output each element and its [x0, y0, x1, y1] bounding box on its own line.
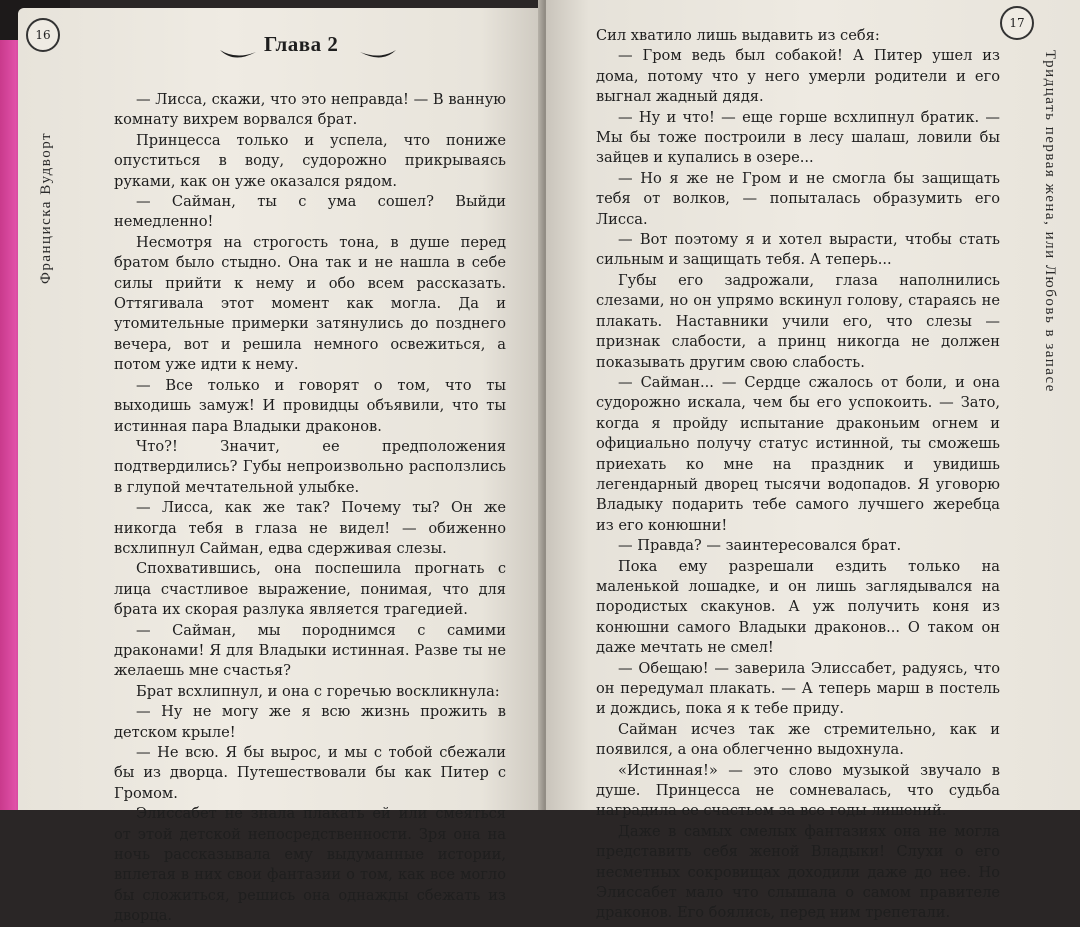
left-page [18, 8, 544, 925]
paragraph: Элиссабет не знала плакать ей или смеяться от этой детской непосредственности. Зря она на ночь рассказывала ему выдуманные истории, вплетая в них свои фантазии о том, как все могло бы сложиться, решись она однажды сбежать из дворца. [114, 805, 506, 925]
right-swoosh-icon [358, 46, 398, 62]
running-head-title: Тридцать первая жена, или Любовь в запасе [1042, 50, 1058, 393]
right-page-body [596, 26, 1000, 924]
paragraph: — Обещаю! — заверила Элиссабет, радуясь, что он передумал плакать. — А теперь марш в постель и дождись, пока я к тебе приду. [596, 659, 1000, 718]
paragraph: — Лисса, как же так? Почему ты? Он же никогда тебя в глаза не видел! — обиженно всхлипнул Сайман, едва сдерживая слезы. [114, 499, 506, 557]
paragraph: Даже в самых смелых фантазиях она не могла представить себя женой Владыки! Слухи о его несметных сокровищах доходили даже до нее. Но Элиссабет мало что слышала о самом правителе драконов. Его боялись, перед ним трепетали. [596, 822, 1000, 922]
paragraph: Принцесса только и успела, что пониже опуститься в воду, судорожно прикрываясь руками, как он уже оказался рядом. [114, 131, 506, 190]
paragraph: — Все только и говорят о том, что ты выходишь замуж! И провидцы объявили, что ты истинная пара Владыки драконов. [114, 376, 506, 435]
paragraph: Сил хватило лишь выдавить из себя: [596, 27, 880, 44]
paragraph: — Ну не могу же я всю жизнь прожить в детском крыле! [114, 703, 506, 741]
left-page-number: 16 [26, 18, 60, 52]
paragraph: — Но я же не Гром и не смогла бы защищать тебя от волков, — попыталась образумить его Лисса. [596, 169, 1000, 228]
paragraph: — Сайман, ты с ума сошел? Выйди немедленно! [114, 193, 506, 231]
right-page [546, 0, 1080, 922]
chapter-title: Глава 2 [264, 32, 339, 56]
paragraph: Несмотря на строгость тона, в душе перед братом было стыдно. Она так и не нашла в себе силы прийти к нему и обо всем рассказать. Оттягивала этот момент как могла. Да и утомительные примерки затянулись до позднего вечера, вот и решила немного освежиться, а потом уже идти к нему. [114, 233, 506, 374]
paragraph: Пока ему разрешали ездить только на маленькой лошадке, и он лишь заглядывался на породистых скакунов. А уж получить коня из конюшни самого Владыки драконов... О таком он даже мечтать не смел! [596, 557, 1000, 657]
paragraph: — Сайман... — Сердце сжалось от боли, и она судорожно искала, чем бы его успокоить. — Зато, когда я пройду испытание драконьим огнем и официально получу статус истинной, ты сможешь приехать ко мне на праздник и увидишь легендарный дворец тысячи водопадов. Я уговорю Владыку подарить тебе самого лучшего жеребца из его конюшни! [596, 373, 1000, 534]
paragraph: Губы его задрожали, глаза наполнились слезами, но он упрямо вскинул голову, стараясь не плакать. Наставники учили его, что слезы — признак слабости, а принц никогда не должен показывать другим свою слабость. [596, 271, 1000, 371]
paragraph: «Истинная!» — это слово музыкой звучало в душе. Принцесса не сомневалась, что судьба наградила ее счастьем за все годы лишений. [596, 761, 1000, 820]
right-page-number: 17 [1000, 6, 1034, 40]
paragraph: — Не всю. Я бы вырос, и мы с тобой сбежали бы из дворца. Путешествовали бы как Питер с Громом. [114, 744, 506, 802]
running-head-author: Франциска Вудворт [38, 131, 54, 284]
paragraph: — Ну и что! — еще горше всхлипнул братик. — Мы бы тоже построили в лесу шалаш, ловили бы зайцев и купались в озере... [596, 108, 1000, 167]
paragraph: — Вот поэтому я и хотел вырасти, чтобы стать сильным и защищать тебя. А теперь... [596, 231, 1000, 269]
paragraph: Спохватившись, она поспешила прогнать с лица счастливое выражение, понимая, что для брата их скорая разлука является трагедией. [114, 560, 506, 619]
paragraph: — Лисса, скажи, что это неправда! — В ванную комнату вихрем ворвался брат. [114, 91, 506, 129]
chapter-header [218, 28, 398, 68]
left-page-body [114, 90, 506, 927]
left-swoosh-icon [218, 46, 258, 62]
paragraph: — Правда? — заинтересовался брат. [618, 537, 902, 555]
paragraph: Сайман исчез так же стремительно, как и появился, а она облегченно выдохнула. [596, 720, 1000, 759]
paragraph: Брат всхлипнул, и она с горечью воскликнула: [136, 682, 500, 700]
paragraph: — Сайман, мы породнимся с самими драконами! Я для Владыки истинная. Разве ты не желаешь мне счастья? [114, 621, 506, 680]
paragraph: Что?! Значит, ее предположения подтвердились? Губы непроизвольно расползлись в глупой мечтательной улыбке. [114, 437, 506, 496]
paragraph: — Гром ведь был собакой! А Питер ушел из дома, потому что у него умерли родители и его выгнал жадный дядя. [596, 47, 1000, 106]
